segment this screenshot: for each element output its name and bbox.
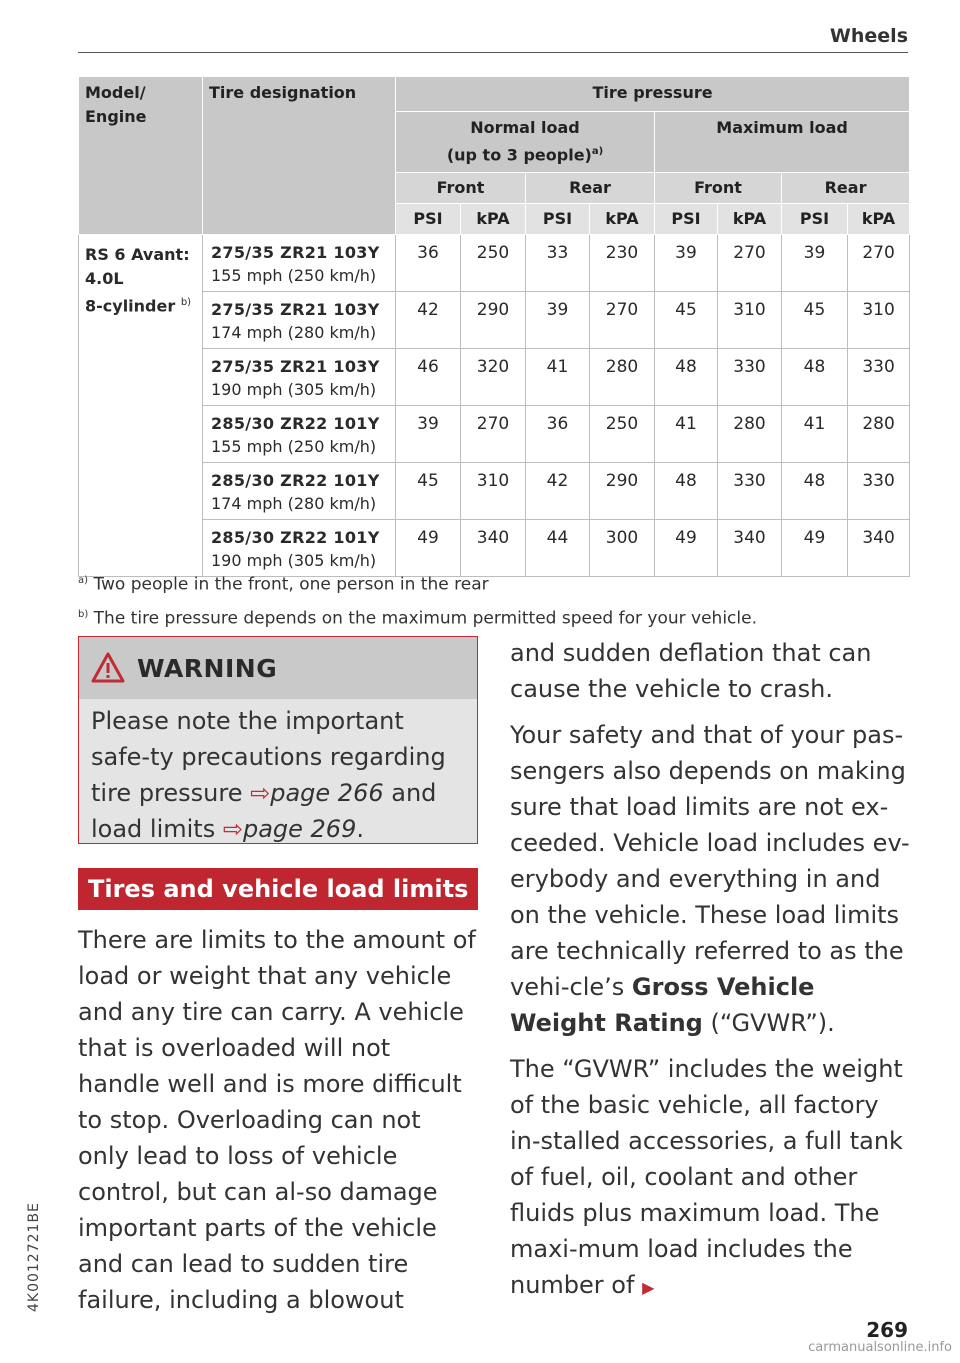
kpa-value: 270 (848, 235, 910, 292)
footnote-a: $^{a)}$ Two people in the front, one person in the rear (78, 574, 489, 595)
psi-value: 45 (655, 292, 718, 349)
kpa-value: 280 (848, 406, 910, 463)
warning-text: Please note the important safe-ty precautions regarding tire pressure ⇨page 266 and load limits ⇨page 269. (91, 707, 446, 843)
psi-value: 45 (396, 463, 461, 520)
psi-value: 42 (396, 292, 461, 349)
watermark: carmanualsonline.info (808, 1340, 952, 1355)
kpa-value: 300 (590, 520, 655, 577)
tire-size: 285/30 ZR22 101Y (211, 471, 380, 490)
header-kpa: kPA (590, 204, 655, 235)
header-psi: PSI (655, 204, 718, 235)
engine-size: 4.0L (85, 269, 124, 288)
psi-value: 48 (655, 463, 718, 520)
table-row (79, 463, 910, 520)
normal-load-label: Normal load (470, 118, 580, 137)
header-tire-pressure: Tire pressure (396, 77, 910, 112)
kpa-value: 280 (590, 349, 655, 406)
tire-speed: 155 mph (250 km/h) (211, 437, 377, 456)
paragraph: The “GVWR” includes the weight of the basic vehicle, all factory in-stalled accessories, a full tank of fuel, oil, coolant and other fluids plus maximum load. The maxi-mum load includes the number of ▶ (510, 1055, 903, 1299)
header-kpa: kPA (461, 204, 526, 235)
tire-designation-cell (203, 406, 396, 463)
ref-arrow-icon: ⇨ (250, 779, 271, 807)
header-rear: Rear (526, 173, 655, 204)
kpa-value: 250 (590, 406, 655, 463)
tire-size: 285/30 ZR22 101Y (211, 414, 380, 433)
kpa-value: 330 (848, 349, 910, 406)
engine-cyl: 8-cylinder $^{b)}$ (85, 296, 192, 316)
page-number: 269 (866, 1318, 908, 1342)
tire-pressure-table (78, 76, 910, 577)
psi-value: 39 (655, 235, 718, 292)
psi-value: 44 (526, 520, 590, 577)
psi-value: 48 (655, 349, 718, 406)
kpa-value: 290 (590, 463, 655, 520)
header-psi: PSI (396, 204, 461, 235)
section-heading: Tires and vehicle load limits (78, 868, 478, 910)
psi-value: 45 (782, 292, 848, 349)
kpa-value: 270 (590, 292, 655, 349)
kpa-value: 280 (718, 406, 782, 463)
psi-value: 41 (526, 349, 590, 406)
psi-value: 46 (396, 349, 461, 406)
tire-designation-cell (203, 292, 396, 349)
header-rear: Rear (782, 173, 910, 204)
warning-title: WARNING (137, 653, 278, 683)
psi-value: 49 (655, 520, 718, 577)
kpa-value: 330 (848, 463, 910, 520)
psi-value: 42 (526, 463, 590, 520)
table-row (79, 235, 910, 292)
header-rule (78, 52, 908, 53)
kpa-value: 290 (461, 292, 526, 349)
running-header: Wheels (829, 25, 908, 47)
header-kpa: kPA (718, 204, 782, 235)
header-model: Model/ Engine (79, 77, 203, 235)
kpa-value: 320 (461, 349, 526, 406)
header-psi: PSI (782, 204, 848, 235)
table-row (79, 349, 910, 406)
kpa-value: 330 (718, 349, 782, 406)
psi-value: 41 (655, 406, 718, 463)
table-row (79, 292, 910, 349)
tire-size: 275/35 ZR21 103Y (211, 243, 380, 262)
header-front: Front (655, 173, 782, 204)
ref-arrow-icon: ⇨ (222, 815, 243, 843)
document-code: 4K0012721BE (26, 1202, 42, 1312)
kpa-value: 330 (718, 463, 782, 520)
page-ref-266[interactable]: page 266 (270, 779, 384, 807)
psi-value: 49 (782, 520, 848, 577)
psi-value: 48 (782, 463, 848, 520)
kpa-value: 270 (461, 406, 526, 463)
kpa-value: 340 (848, 520, 910, 577)
psi-value: 49 (396, 520, 461, 577)
tire-speed: 190 mph (305 km/h) (211, 551, 377, 570)
warning-triangle-icon (91, 651, 125, 685)
psi-value: 41 (782, 406, 848, 463)
header-kpa: kPA (848, 204, 910, 235)
model-cell (79, 235, 203, 577)
tire-designation-cell (203, 349, 396, 406)
warning-box (78, 636, 478, 844)
psi-value: 33 (526, 235, 590, 292)
tire-size: 275/35 ZR21 103Y (211, 300, 380, 319)
right-column-text (510, 635, 915, 1316)
footnote-b: $^{b)}$ The tire pressure depends on the maximum permitted speed for your vehicle. (78, 608, 757, 629)
kpa-value: 340 (461, 520, 526, 577)
header-front: Front (396, 173, 526, 204)
page-ref-269[interactable]: page 269 (242, 815, 357, 843)
footnotes (78, 566, 757, 633)
kpa-value: 310 (461, 463, 526, 520)
kpa-value: 310 (848, 292, 910, 349)
normal-load-sub: (up to 3 people)$^{a)}$ (446, 145, 604, 165)
header-tire-designation: Tire designation (203, 77, 396, 235)
psi-value: 39 (526, 292, 590, 349)
header-psi: PSI (526, 204, 590, 235)
tire-speed: 174 mph (280 km/h) (211, 323, 377, 342)
tire-speed: 155 mph (250 km/h) (211, 266, 377, 285)
header-normal-load (396, 112, 655, 173)
kpa-value: 270 (718, 235, 782, 292)
tire-speed: 190 mph (305 km/h) (211, 380, 377, 399)
gvwr-term: Gross Vehicle Weight Rating (510, 973, 815, 1037)
psi-value: 39 (782, 235, 848, 292)
paragraph: There are limits to the amount of load or weight that any vehicle and any tire can carry. A vehicle that is overloaded will not handle well and is more difficult to stop. Overloading can not only lead to loss of vehicle control, but can al-so damage important parts of the vehicle and can lead to sudden tire failure, including a blowout (78, 926, 476, 1314)
psi-value: 39 (396, 406, 461, 463)
paragraph: Your safety and that of your pas-sengers also depends on making sure that load limits are not ex-ceeded. Vehicle load includes ev-erybody and everything in and on the vehicle. These load limits are technically referred to as the vehi-cle’s Gross Vehicle Weight Rating (“GVWR”). (510, 721, 910, 1037)
kpa-value: 340 (718, 520, 782, 577)
model-name: RS 6 Avant: (85, 245, 190, 264)
header-maximum-load: Maximum load (655, 112, 910, 173)
kpa-value: 310 (718, 292, 782, 349)
tire-speed: 174 mph (280 km/h) (211, 494, 377, 513)
tire-size: 285/30 ZR22 101Y (211, 528, 380, 547)
warning-header (79, 637, 477, 699)
tire-designation-cell (203, 235, 396, 292)
tire-designation-cell (203, 463, 396, 520)
paragraph: and sudden deflation that can cause the vehicle to crash. (510, 639, 872, 703)
continue-arrow-icon: ▶ (642, 1278, 655, 1297)
left-column-text (78, 922, 478, 1318)
table-row (79, 406, 910, 463)
kpa-value: 250 (461, 235, 526, 292)
psi-value: 36 (526, 406, 590, 463)
tire-size: 275/35 ZR21 103Y (211, 357, 380, 376)
psi-value: 48 (782, 349, 848, 406)
kpa-value: 230 (590, 235, 655, 292)
psi-value: 36 (396, 235, 461, 292)
